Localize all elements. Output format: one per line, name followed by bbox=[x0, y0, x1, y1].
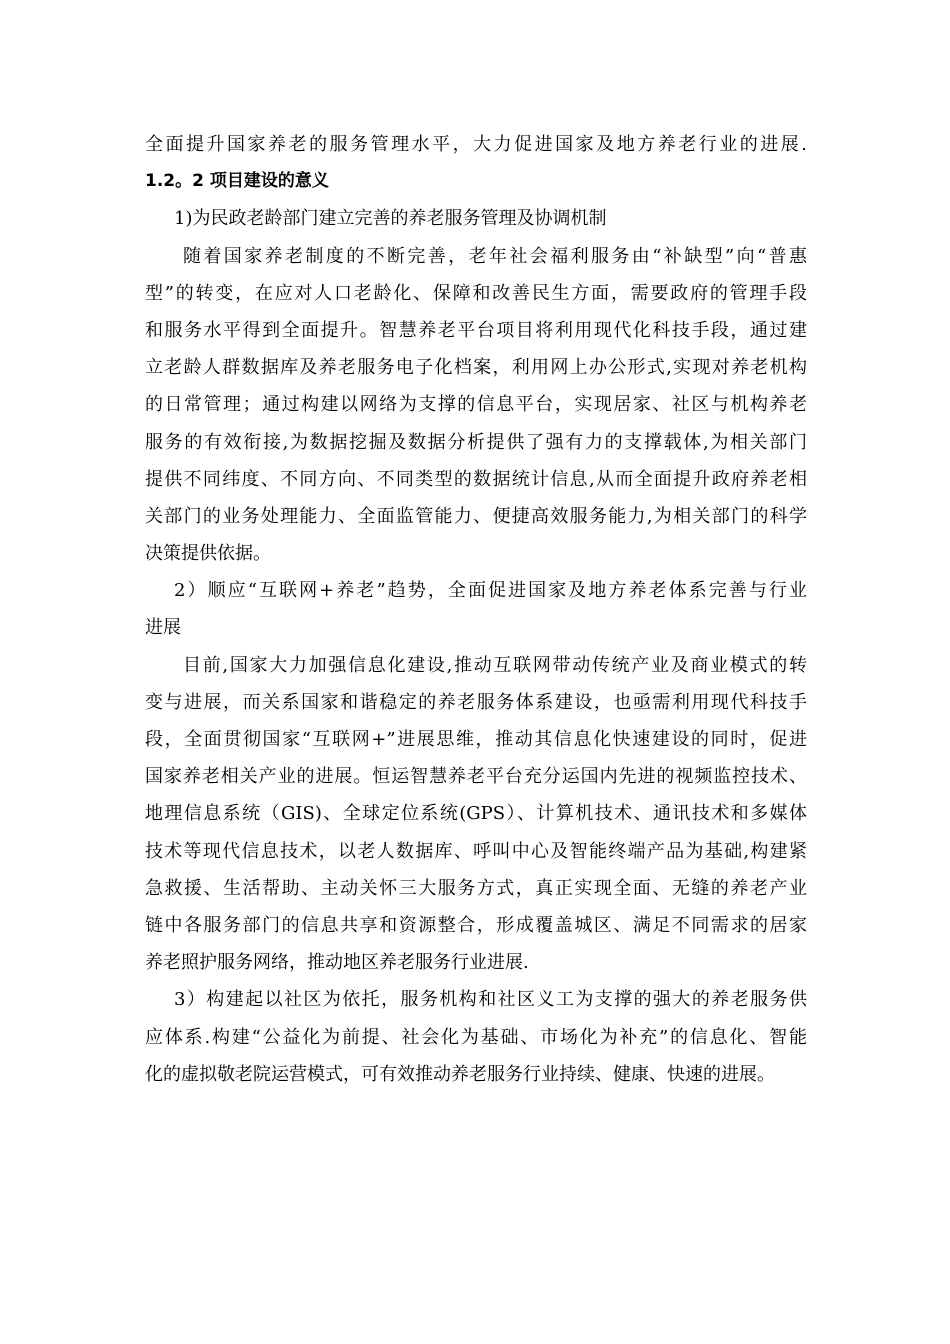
subsection-title: 3）构建起以社区为依托，服务机构和社区义工为支撑的强大的养老服务供 bbox=[174, 989, 807, 1011]
paragraph-line: 和服务水平得到全面提升。智慧养老平台项目将利用现代化科技手段，通过建 bbox=[145, 319, 807, 341]
paragraph-line: 全面提升国家养老的服务管理水平，大力促进国家及地方养老行业的进展. bbox=[145, 134, 807, 155]
section-heading: 1.2。2 项目建设的意义 bbox=[145, 171, 329, 192]
paragraph-line: 提供不同纬度、不同方向、不同类型的数据统计信息,从而全面提升政府养老相 bbox=[145, 468, 807, 490]
document-body bbox=[145, 126, 807, 1093]
paragraph-line: 决策提供依据。 bbox=[145, 543, 271, 565]
paragraph-line: 急救援、生活帮助、主动关怀三大服务方式，真正实现全面、无缝的养老产业 bbox=[145, 877, 807, 899]
paragraph-line: 服务的有效衔接,为数据挖掘及数据分析提供了强有力的支撑载体,为相关部门 bbox=[145, 431, 807, 453]
paragraph-line: 型”的转变，在应对人口老龄化、保障和改善民生方面，需要政府的管理手段 bbox=[145, 282, 807, 304]
paragraph-line: 国家养老相关产业的进展。恒运智慧养老平台充分运国内先进的视频监控技术、 bbox=[145, 766, 807, 788]
subsection-title: 1)为民政老龄部门建立完善的养老服务管理及协调机制 bbox=[174, 208, 607, 230]
paragraph-line: 随着国家养老制度的不断完善，老年社会福利服务由“补缺型”向“普惠 bbox=[183, 245, 807, 267]
paragraph-line: 变与进展，而关系国家和谐稳定的养老服务体系建设，也亟需利用现代科技手 bbox=[145, 691, 807, 713]
subsection-title: 2）顺应“互联网+养老”趋势，全面促进国家及地方养老体系完善与行业 bbox=[174, 580, 807, 602]
paragraph-line: 技术等现代信息技术，以老人数据库、呼叫中心及智能终端产品为基础,构建紧 bbox=[145, 840, 807, 862]
paragraph-line: 立老龄人群数据库及养老服务电子化档案，利用网上办公形式,实现对养老机构 bbox=[145, 357, 807, 379]
subsection-title-continued: 进展 bbox=[145, 617, 181, 639]
paragraph-line: 应体系.构建“公益化为前提、社会化为基础、市场化为补充”的信息化、智能 bbox=[145, 1026, 807, 1048]
paragraph-line: 段，全面贯彻国家“互联网+”进展思维，推动其信息化快速建设的同时，促进 bbox=[145, 729, 807, 750]
paragraph-line: 化的虚拟敬老院运营模式，可有效推动养老服务行业持续、健康、快速的进展。 bbox=[145, 1063, 775, 1085]
paragraph-line: 的日常管理；通过构建以网络为支撑的信息平台，实现居家、社区与机构养老 bbox=[145, 394, 807, 416]
paragraph-line: 养老照护服务网络，推动地区养老服务行业进展. bbox=[145, 952, 529, 974]
paragraph-line: 目前,国家大力加强信息化建设,推动互联网带动传统产业及商业模式的转 bbox=[183, 654, 807, 676]
paragraph-line: 关部门的业务处理能力、全面监管能力、便捷高效服务能力,为相关部门的科学 bbox=[145, 505, 807, 527]
paragraph-line: 链中各服务部门的信息共享和资源整合，形成覆盖城区、满足不同需求的居家 bbox=[145, 914, 807, 936]
paragraph-line: 地理信息系统（GIS)、全球定位系统(GPS）、计算机技术、通讯技术和多媒体 bbox=[145, 803, 807, 825]
